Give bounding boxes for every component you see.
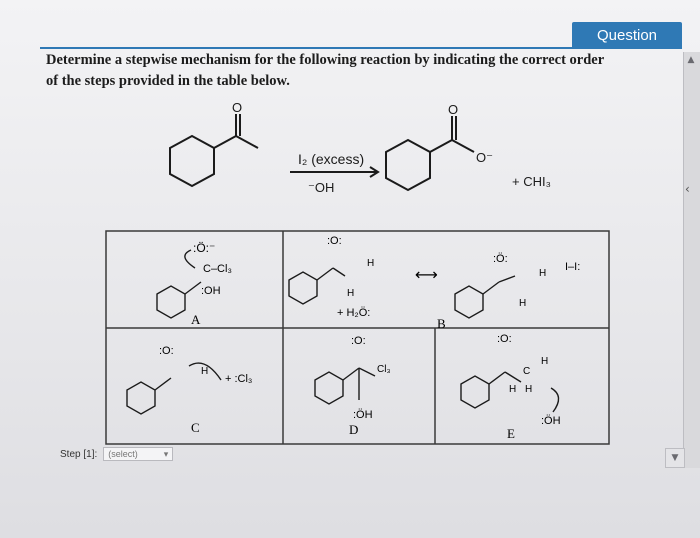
product-ring — [386, 140, 430, 190]
cellB-oxygen-2: :Ö: — [493, 253, 508, 265]
cellB-oxygen: :O: — [327, 235, 342, 247]
cellB-h2: H — [347, 288, 355, 299]
reaction-scheme — [140, 100, 620, 220]
scroll-up-icon[interactable]: ▲ — [687, 55, 695, 65]
cellD-bond-2 — [359, 368, 375, 376]
step-select-value: (select) — [108, 449, 138, 459]
cellA-oxygen: :Ö:⁻ — [193, 241, 216, 255]
reactant-bond-2 — [236, 136, 258, 148]
reactant-ring — [170, 136, 214, 186]
expand-icon[interactable]: ‹ — [685, 182, 690, 196]
reagent-hydroxide: ⁻OH — [308, 180, 335, 195]
question-divider — [40, 47, 682, 49]
product-bond-1 — [430, 140, 452, 152]
cellB-h4: H — [519, 298, 527, 309]
chevron-down-icon: ▾ — [163, 448, 169, 459]
prompt-line-2: of the steps provided in the table below. — [46, 73, 290, 89]
product-bond-2 — [452, 140, 474, 152]
cellD-ring — [315, 372, 343, 404]
label-A: A — [191, 312, 201, 327]
cellD-oxygen: :O: — [351, 335, 366, 347]
cellA-ccl3: C–Cl₃ — [203, 263, 232, 275]
cellE-bond-2 — [505, 372, 521, 382]
cellC-oxygen: :O: — [159, 345, 174, 357]
cellC-h: H — [201, 366, 209, 377]
question-tab-label: Question — [596, 26, 658, 44]
label-E: E — [507, 426, 515, 441]
step-row — [60, 447, 173, 461]
cellC-cl3: + :Cl₃ — [225, 373, 253, 385]
product-oxygen: O — [448, 102, 459, 117]
cellE-curved-arrow — [551, 388, 559, 412]
cellC-ring — [127, 382, 155, 414]
cellD-bond-1 — [343, 368, 359, 380]
cellD-cl3: Cl₃ — [377, 364, 391, 375]
byproduct-label: + CHI₃ — [512, 174, 551, 189]
step-label: Step [1]: — [60, 448, 98, 460]
cellB-bond-2 — [333, 268, 345, 276]
cellD-hydroxide: :ÖH — [353, 409, 373, 421]
cellB-resonance-arrow: ⟷ — [415, 265, 438, 284]
mechanism-table — [105, 230, 610, 445]
vertical-scrollbar[interactable] — [683, 52, 700, 468]
cellC-bond — [155, 378, 171, 390]
cellA-bond — [185, 282, 201, 294]
cellB-bond-3 — [483, 282, 499, 294]
cellB-h3: H — [539, 268, 547, 279]
label-B: B — [437, 316, 446, 331]
cellE-bond-1 — [489, 372, 505, 384]
cellE-h1: H — [541, 356, 549, 367]
cellB-bond-4 — [499, 276, 515, 282]
cellE-hydroxide: :ÖH — [541, 415, 561, 427]
reactant-oxygen: O — [232, 100, 243, 115]
reagent-iodine: I₂ (excess) — [298, 151, 365, 167]
cellA-hydroxide: :OH — [201, 285, 221, 297]
question-tab[interactable] — [572, 22, 682, 48]
label-D: D — [349, 422, 359, 437]
product-oxide: O⁻ — [476, 150, 493, 165]
prompt-line-1: Determine a stepwise mechanism for the following reaction by indicating the correct order — [46, 52, 605, 68]
cellB-h1: H — [367, 258, 375, 269]
cellB-bond-1 — [317, 268, 333, 280]
label-C: C — [191, 420, 200, 435]
scroll-down-icon[interactable]: ▼ — [665, 448, 685, 468]
cellE-ring — [461, 376, 489, 408]
cellB-iodine: I–I: — [565, 261, 581, 273]
step-1-select[interactable] — [103, 447, 173, 461]
cellE-h2: H — [509, 384, 517, 395]
cellB-ring-2 — [455, 286, 483, 318]
cellB-ring-1 — [289, 272, 317, 304]
cellB-water: + H₂Ö: — [337, 307, 371, 319]
cellE-oxygen: :O: — [497, 333, 512, 345]
cellE-h3: H — [525, 384, 533, 395]
cellA-ring — [157, 286, 185, 318]
question-prompt — [46, 50, 682, 92]
reactant-bond-1 — [214, 136, 236, 148]
cellE-c: C — [523, 366, 531, 377]
